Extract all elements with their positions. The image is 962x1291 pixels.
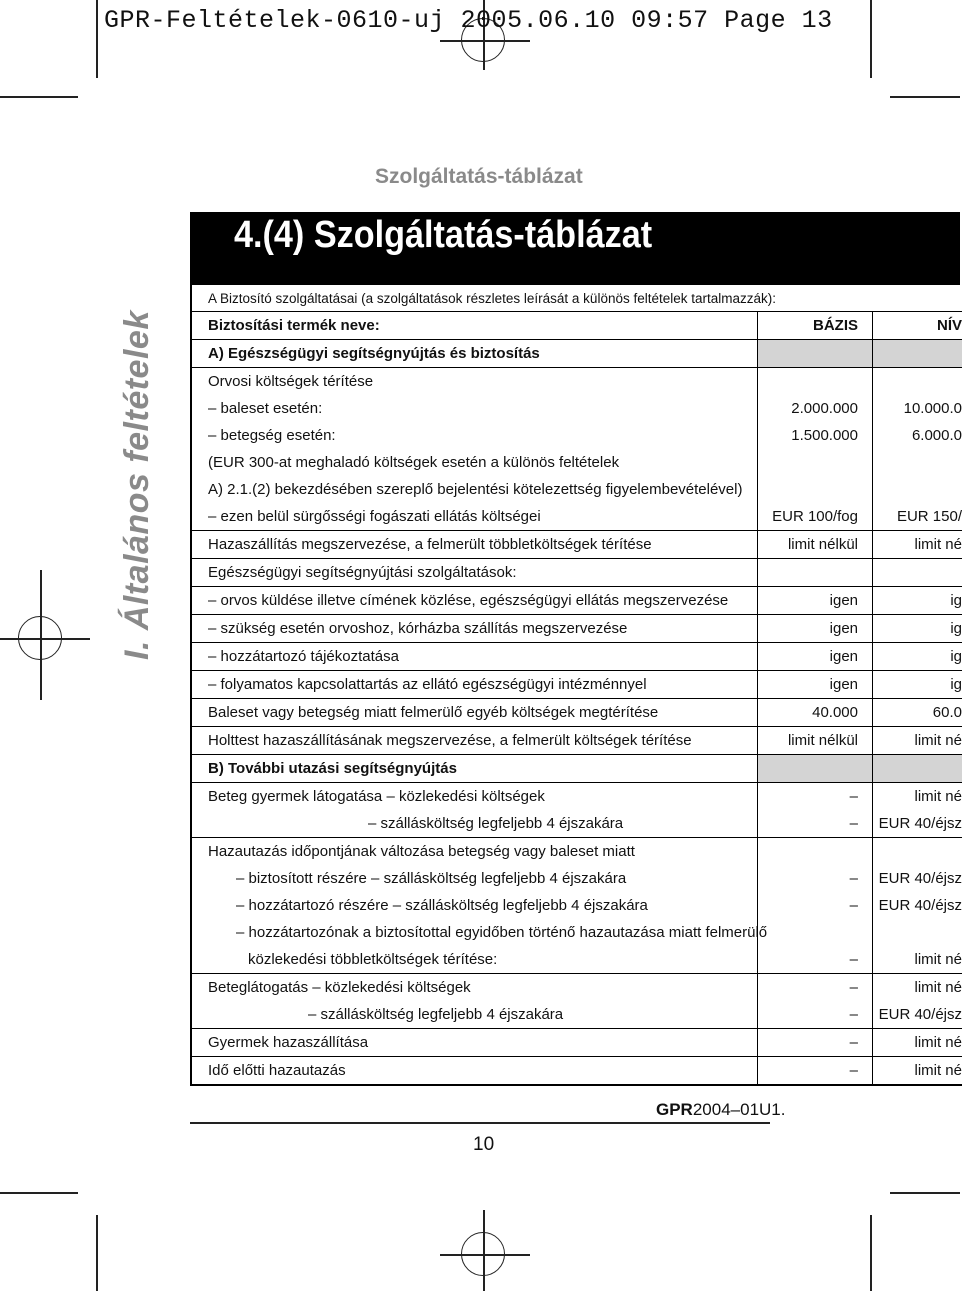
row-label: Biztosítási termék neve: (208, 317, 380, 334)
crop-mark (890, 96, 960, 98)
crop-mark (0, 1192, 78, 1194)
value-niv: limit né (872, 974, 962, 1001)
row-label: A) 2.1.(2) bekezdésében szereplő bejelentési kötelezettség figyelembevételével) (208, 481, 743, 498)
value-niv (872, 755, 962, 782)
crop-mark (96, 0, 98, 78)
table-intro-row (192, 285, 962, 311)
value-niv: 6.000.0 (872, 422, 962, 449)
value-bazis: – (757, 783, 872, 810)
value-niv: ig (872, 587, 962, 614)
table-row (192, 919, 962, 946)
value-bazis: – (757, 1001, 872, 1028)
table-row (192, 837, 962, 865)
value-bazis (757, 368, 872, 395)
table-row (192, 892, 962, 919)
table-row (192, 1001, 962, 1028)
value-niv: EUR 40/éjsz (872, 810, 962, 837)
table-row (192, 642, 962, 670)
row-label: Hazaszállítás megszervezése, a felmerült többletköltségek térítése (208, 536, 652, 553)
value-bazis: – (757, 810, 872, 837)
value-niv: ig (872, 643, 962, 670)
row-label: – hozzátartozónak a biztosítottal egyidőben történő hazautazása miatt felmerülő (236, 924, 768, 941)
crop-mark (96, 1215, 98, 1291)
value-niv: 60.0 (872, 699, 962, 726)
value-bazis (757, 755, 872, 782)
value-niv: limit né (872, 783, 962, 810)
value-bazis: – (757, 946, 872, 973)
row-label: – betegség esetén: (208, 427, 336, 444)
value-bazis: 1.500.000 (757, 422, 872, 449)
row-label: Idő előtti hazautazás (208, 1062, 346, 1079)
value-niv: limit né (872, 1057, 962, 1084)
value-bazis (757, 449, 872, 476)
row-label: A) Egészségügyi segítségnyújtás és biztosítás (208, 345, 540, 362)
row-label: – szállásköltség legfeljebb 4 éjszakára (308, 1006, 564, 1023)
value-niv: limit né (872, 1029, 962, 1056)
table-row (192, 449, 962, 476)
value-bazis: igen (757, 643, 872, 670)
crop-mark (440, 1254, 530, 1256)
value-niv: EUR 40/éjsz (872, 1001, 962, 1028)
row-label: – baleset esetén: (208, 400, 323, 417)
table-row (192, 395, 962, 422)
intro-text: A Biztosító szolgáltatásai (a szolgáltatások részletes leírását a különös feltételek tartalmazzák): (208, 290, 777, 306)
value-niv: limit né (872, 727, 962, 754)
row-label: – biztosított részére – szállásköltség legfeljebb 4 éjszakára (236, 870, 627, 887)
row-label: – orvos küldése illetve címének közlése, egészségügyi ellátás megszervezése (208, 592, 729, 609)
value-niv (872, 559, 962, 586)
row-label: Beteg gyermek látogatása – közlekedési költségek (208, 788, 545, 805)
value-bazis: 40.000 (757, 699, 872, 726)
footer-brand: GPR (656, 1100, 693, 1119)
row-label: Baleset vagy betegség miatt felmerülő egyéb költségek megtérítése (208, 704, 659, 721)
table-row (192, 754, 962, 782)
value-bazis (757, 838, 872, 865)
table-row (192, 614, 962, 642)
page-number: 10 (473, 1134, 495, 1155)
value-niv: ig (872, 671, 962, 698)
table-row (192, 670, 962, 698)
value-bazis: limit nélkül (757, 727, 872, 754)
table-row (192, 946, 962, 973)
table-row (192, 422, 962, 449)
value-bazis: – (757, 974, 872, 1001)
section-header: Szolgáltatás-táblázat (375, 165, 583, 188)
table-row (192, 973, 962, 1001)
value-bazis: igen (757, 615, 872, 642)
value-niv: EUR 40/éjsz (872, 865, 962, 892)
row-label: – hozzátartozó tájékoztatása (208, 648, 399, 665)
footer-doc-code: 2004–01U1. (692, 1100, 786, 1119)
value-niv (872, 368, 962, 395)
value-bazis: – (757, 892, 872, 919)
value-bazis (757, 340, 872, 367)
table-row (192, 476, 962, 503)
value-bazis: limit nélkül (757, 531, 872, 558)
row-label: – szállásköltség legfeljebb 4 éjszakára (368, 815, 624, 832)
value-bazis: – (757, 865, 872, 892)
table-row (192, 698, 962, 726)
value-niv: 10.000.0 (872, 395, 962, 422)
table-row (192, 530, 962, 558)
value-niv (872, 449, 962, 476)
table-row (192, 339, 962, 367)
table-row (192, 311, 962, 339)
crop-mark (0, 638, 90, 640)
page-title: 4.(4) Szolgáltatás-táblázat (234, 214, 653, 256)
value-bazis (757, 476, 872, 503)
crop-mark (870, 1215, 872, 1291)
table-row (192, 586, 962, 614)
row-label: Gyermek hazaszállítása (208, 1034, 369, 1051)
value-niv (872, 340, 962, 367)
row-label: – folyamatos kapcsolattartás az ellátó egészségügyi intézménnyel (208, 676, 647, 693)
value-bazis: EUR 100/fog (757, 503, 872, 530)
crop-mark (890, 1192, 960, 1194)
print-slug: GPR-Feltételek-0610-uj 2005.06.10 09:57 Page 13 (104, 6, 833, 35)
crop-mark (40, 570, 42, 700)
row-label: – ezen belül sürgősségi fogászati ellátás költségei (208, 508, 541, 525)
table-row (192, 1028, 962, 1056)
crop-mark (870, 0, 872, 78)
value-niv: limit né (872, 531, 962, 558)
service-table (190, 285, 962, 1086)
crop-mark (440, 40, 530, 42)
table-row (192, 726, 962, 754)
value-niv: limit né (872, 946, 962, 973)
table-row (192, 810, 962, 837)
value-bazis: igen (757, 671, 872, 698)
table-row (192, 558, 962, 586)
value-niv: NÍV (872, 312, 962, 339)
value-niv: EUR 40/éjsz (872, 892, 962, 919)
footer-code (656, 1100, 785, 1120)
crop-mark (483, 1210, 485, 1291)
value-bazis (757, 919, 872, 946)
value-bazis: 2.000.000 (757, 395, 872, 422)
row-label: Beteglátogatás – közlekedési költségek (208, 979, 471, 996)
value-bazis: – (757, 1057, 872, 1084)
footer-rule (190, 1122, 770, 1124)
table-row (192, 503, 962, 530)
row-label: közlekedési többletköltségek térítése: (248, 951, 498, 968)
value-bazis (757, 559, 872, 586)
row-label: (EUR 300-at meghaladó költségek esetén a különös feltételek (208, 454, 620, 471)
crop-mark (0, 96, 78, 98)
side-chapter-label: I. Általános feltételek (118, 310, 156, 660)
value-niv (872, 838, 962, 865)
row-label: Hazautazás időpontjának változása betegség vagy baleset miatt (208, 843, 635, 860)
row-label: Egészségügyi segítségnyújtási szolgáltatások: (208, 564, 517, 581)
row-label: – szükség esetén orvoshoz, kórházba szállítás megszervezése (208, 620, 628, 637)
value-bazis: – (757, 1029, 872, 1056)
value-niv: ig (872, 615, 962, 642)
value-niv (872, 919, 962, 946)
row-label: B) További utazási segítségnyújtás (208, 760, 457, 777)
row-label: – hozzátartozó részére – szállásköltség legfeljebb 4 éjszakára (236, 897, 648, 914)
value-bazis: BÁZIS (757, 312, 872, 339)
row-label: Holttest hazaszállításának megszervezése, a felmerült költségek térítése (208, 732, 692, 749)
table-row (192, 367, 962, 395)
table-row (192, 865, 962, 892)
row-label: Orvosi költségek térítése (208, 373, 374, 390)
table-row (192, 1056, 962, 1084)
value-niv (872, 476, 962, 503)
table-row (192, 782, 962, 810)
value-bazis: igen (757, 587, 872, 614)
value-niv: EUR 150/ (872, 503, 962, 530)
